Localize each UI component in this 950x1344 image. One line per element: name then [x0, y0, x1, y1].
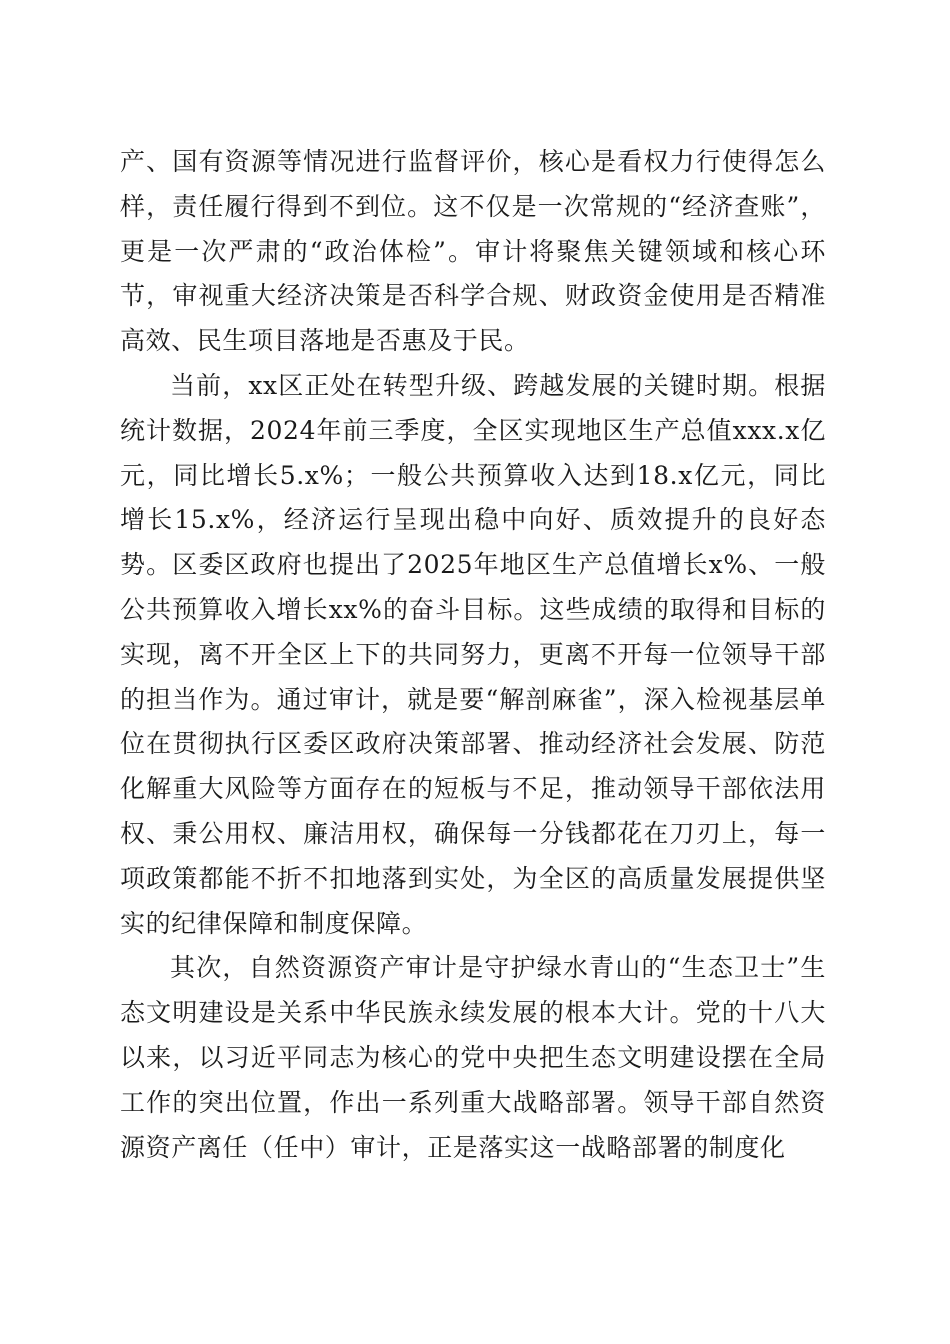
- document-body: [120, 140, 826, 1170]
- paragraph-audit-scope: 产、国有资源等情况进行监督评价，核心是看权力行使得怎么样，责任履行得到不到位。这不仅是一次常规的“经济查账”，更是一次严肃的“政治体检”。审计将聚焦关键领域和核心环节，审视重大经济决策是否科学合规、财政资金使用是否精准高效、民生项目落地是否惠及于民。: [120, 147, 826, 356]
- paragraph-natural-resource-audit: 其次，自然资源资产审计是守护绿水青山的“生态卫士”生态文明建设是关系中华民族永续发展的根本大计。党的十八大以来，以习近平同志为核心的党中央把生态文明建设摆在全局工作的突出位置，作出一系列重大战略部署。领导干部自然资源资产离任（任中）审计，正是落实这一战略部署的制度化: [120, 953, 826, 1162]
- paragraph-economic-context: 当前，xx区正处在转型升级、跨越发展的关键时期。根据统计数据，2024年前三季度，全区实现地区生产总值xxx.x亿元，同比增长5.x%；一般公共预算收入达到18.x亿元，同比增长15.x%，经济运行呈现出稳中向好、质效提升的良好态势。区委区政府也提出了2025年地区生产总值增长x%、一般公共预算收入增长xx%的奋斗目标。这些成绩的取得和目标的实现，离不开全区上下的共同努力，更离不开每一位领导干部的担当作为。通过审计，就是要“解剖麻雀”，深入检视基层单位在贯彻执行区委区政府决策部署、推动经济社会发展、防范化解重大风险等方面存在的短板与不足，推动领导干部依法用权、秉公用权、廉洁用权，确保每一分钱都花在刀刃上，每一项政策都能不折不扣地落到实处，为全区的高质量发展提供坚实的纪律保障和制度保障。: [120, 370, 826, 938]
